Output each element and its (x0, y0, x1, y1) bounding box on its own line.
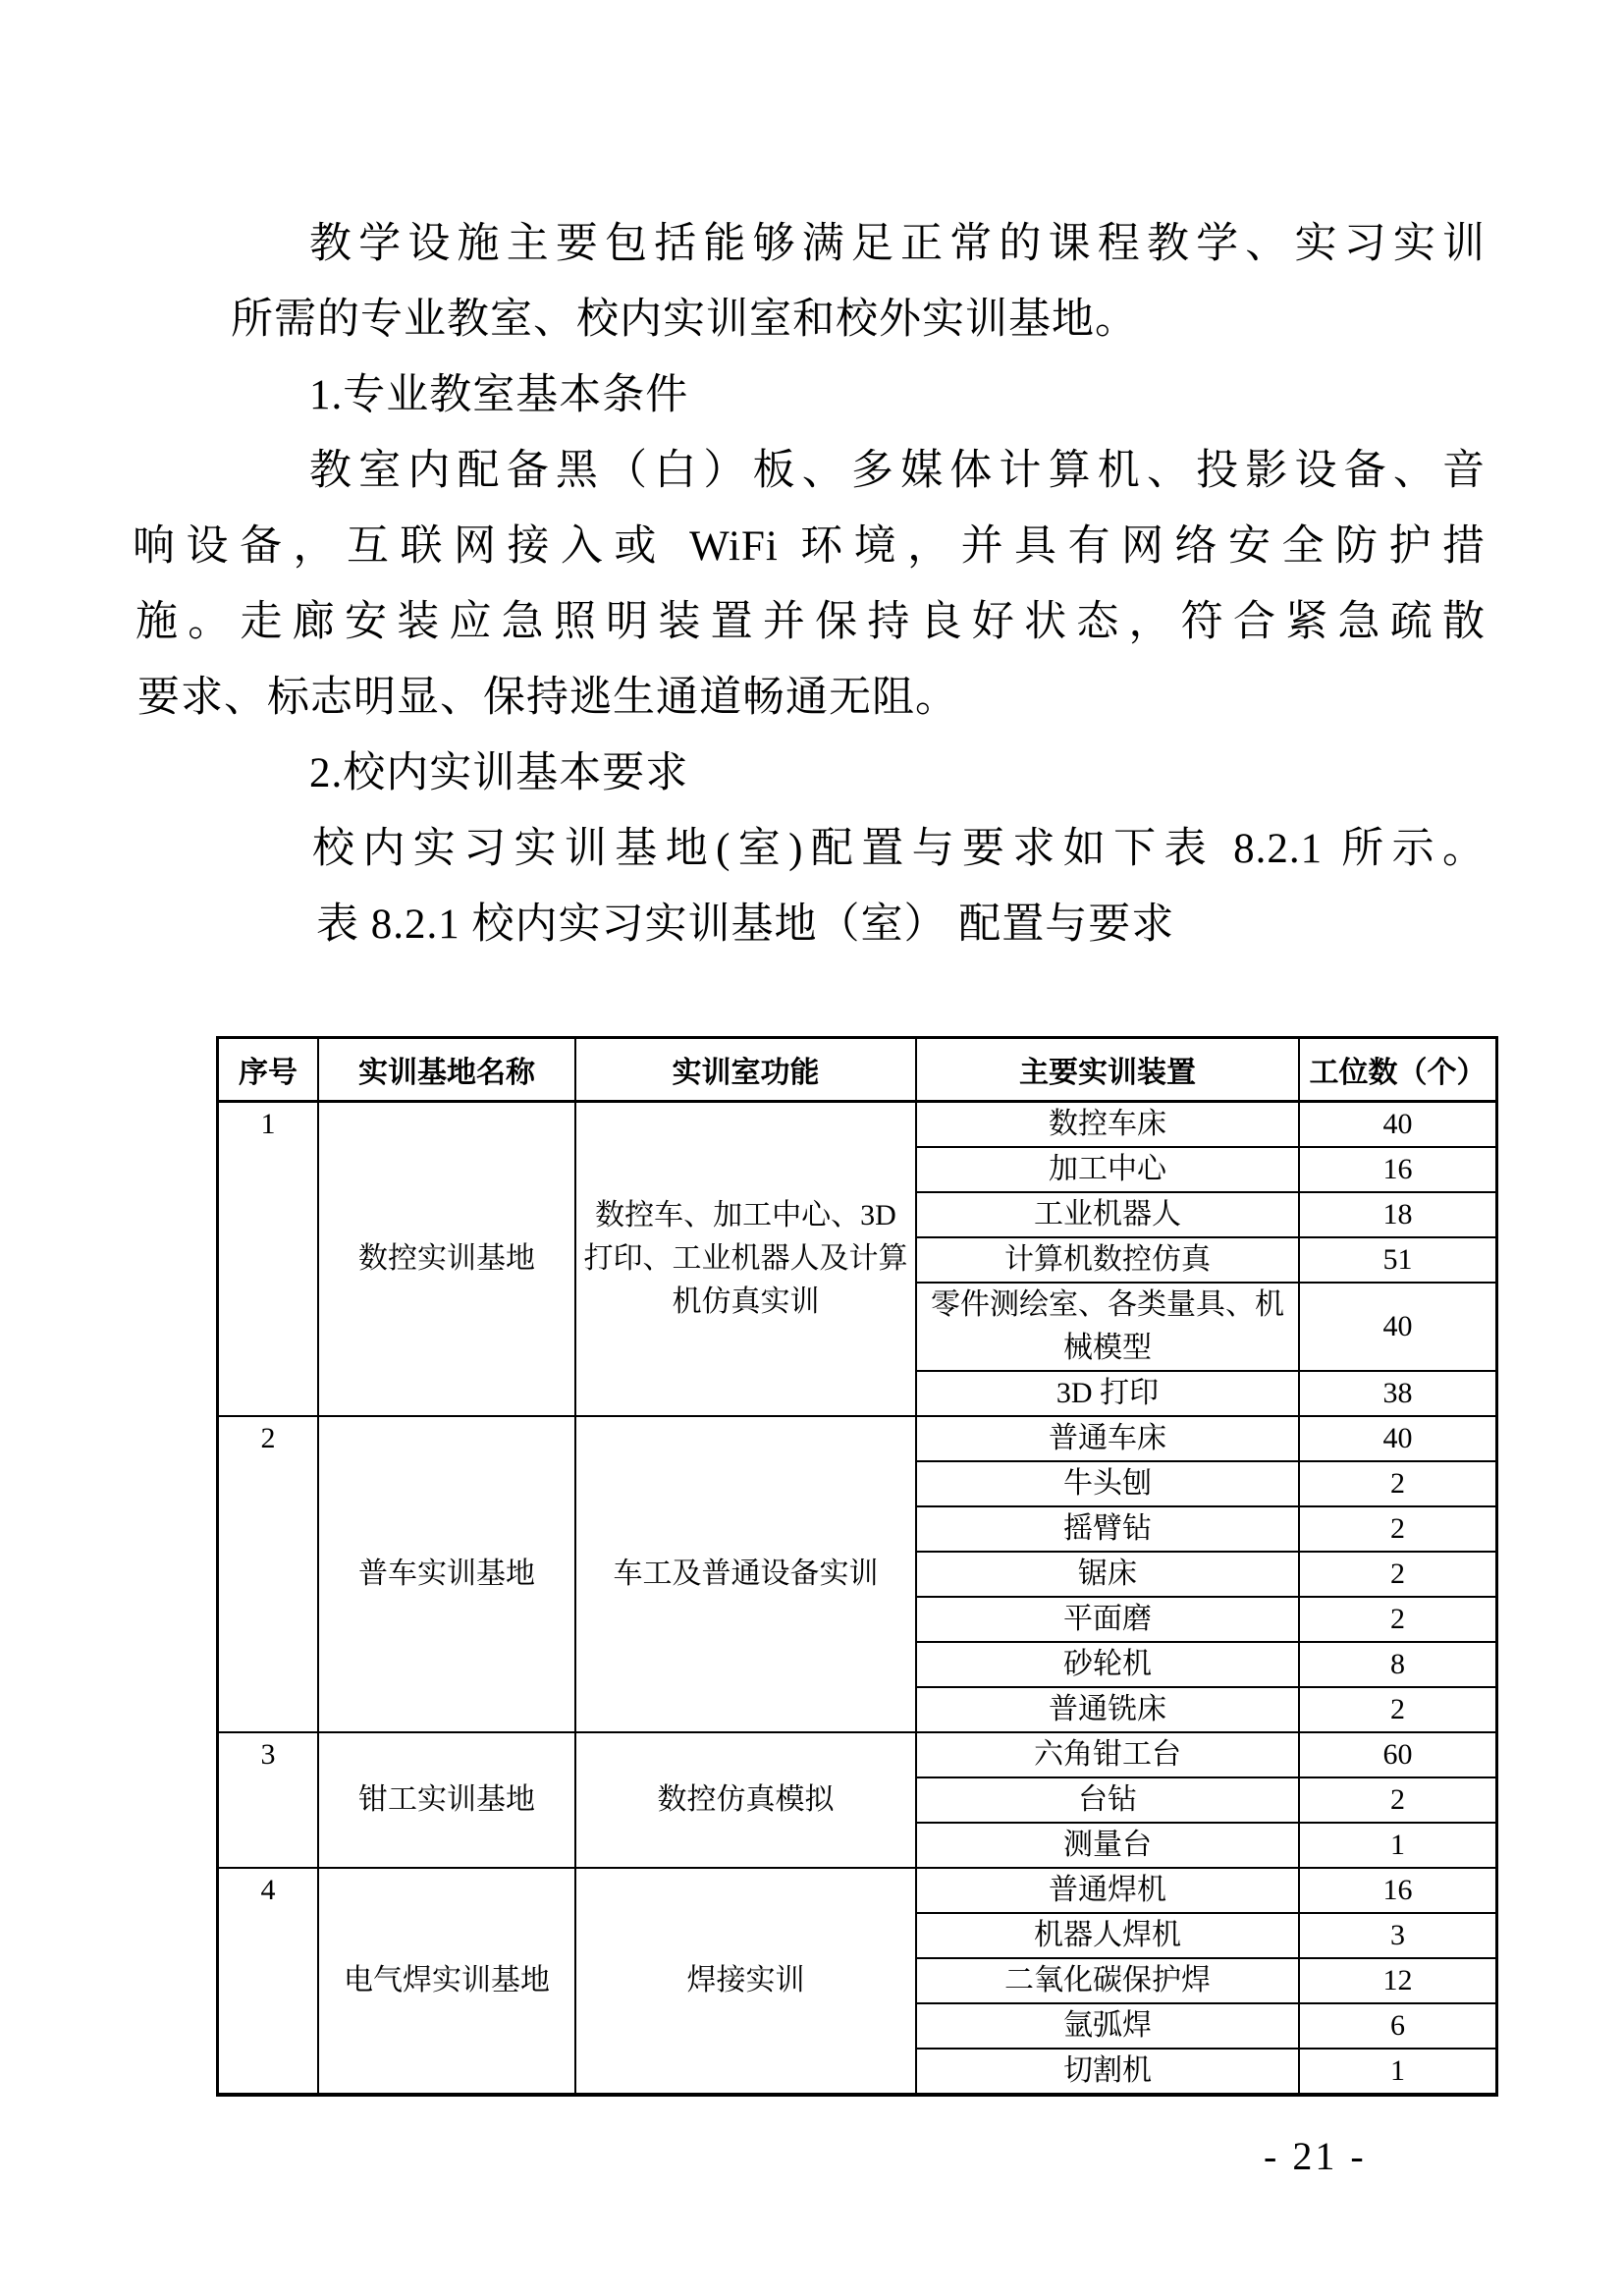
device-cell: 台钻 (916, 1777, 1299, 1823)
device-cell: 测量台 (916, 1823, 1299, 1868)
base-name-cell: 电气焊实训基地 (318, 1868, 575, 2095)
device-cell: 计算机数控仿真 (916, 1237, 1299, 1283)
device-cell: 工业机器人 (916, 1192, 1299, 1237)
device-cell: 氩弧焊 (916, 2003, 1299, 2049)
paragraph-2-line-3: 施。走廊安装应急照明装置并保持良好状态，符合紧急疏散 (135, 599, 1486, 645)
station-count-cell: 2 (1299, 1552, 1497, 1597)
device-cell: 砂轮机 (916, 1642, 1299, 1687)
column-header: 主要实训装置 (916, 1038, 1299, 1102)
heading-1: 1.专业教室基本条件 (309, 372, 689, 418)
table-row (218, 1868, 1497, 1913)
column-header: 序号 (218, 1038, 319, 1102)
station-count-cell: 2 (1299, 1597, 1497, 1642)
row-number-cell: 2 (218, 1416, 319, 1732)
device-cell: 六角钳工台 (916, 1732, 1299, 1777)
room-function-cell: 数控仿真模拟 (575, 1732, 916, 1868)
station-count-cell: 1 (1299, 2049, 1497, 2095)
station-count-cell: 8 (1299, 1642, 1497, 1687)
device-cell: 机器人焊机 (916, 1913, 1299, 1958)
base-name-cell: 普车实训基地 (318, 1416, 575, 1732)
training-table (216, 1036, 1498, 2097)
room-function-cell: 数控车、加工中心、3D 打印、工业机器人及计算机仿真实训 (575, 1102, 916, 1417)
device-cell: 切割机 (916, 2049, 1299, 2095)
row-number-cell: 1 (218, 1102, 319, 1417)
station-count-cell: 40 (1299, 1283, 1497, 1371)
device-cell: 摇臂钻 (916, 1506, 1299, 1552)
station-count-cell: 40 (1299, 1416, 1497, 1461)
station-count-cell: 60 (1299, 1732, 1497, 1777)
station-count-cell: 1 (1299, 1823, 1497, 1868)
station-count-cell: 18 (1299, 1192, 1497, 1237)
base-name-cell: 数控实训基地 (318, 1102, 575, 1417)
device-cell: 3D 打印 (916, 1371, 1299, 1416)
station-count-cell: 3 (1299, 1913, 1497, 1958)
device-cell: 普通焊机 (916, 1868, 1299, 1913)
table-header-row (218, 1038, 1497, 1102)
column-header: 实训基地名称 (318, 1038, 575, 1102)
table-row (218, 1732, 1497, 1777)
paragraph-2-line-2: 响设备，互联网接入或 WiFi 环境，并具有网络安全防护措 (133, 523, 1486, 570)
table-row (218, 1416, 1497, 1461)
station-count-cell: 2 (1299, 1777, 1497, 1823)
device-cell: 普通车床 (916, 1416, 1299, 1461)
heading-2: 2.校内实训基本要求 (309, 750, 689, 796)
base-name-cell: 钳工实训基地 (318, 1732, 575, 1868)
station-count-cell: 2 (1299, 1461, 1497, 1506)
device-cell: 普通铣床 (916, 1687, 1299, 1732)
paragraph-1-line-2: 所需的专业教室、校内实训室和校外实训基地。 (231, 297, 1138, 343)
device-cell: 锯床 (916, 1552, 1299, 1597)
device-cell: 数控车床 (916, 1102, 1299, 1148)
row-number-cell: 3 (218, 1732, 319, 1868)
device-cell: 牛头刨 (916, 1461, 1299, 1506)
device-cell: 零件测绘室、各类量具、机械模型 (916, 1283, 1299, 1371)
station-count-cell: 2 (1299, 1506, 1497, 1552)
room-function-cell: 车工及普通设备实训 (575, 1416, 916, 1732)
row-number-cell: 4 (218, 1868, 319, 2095)
device-cell: 二氧化碳保护焊 (916, 1958, 1299, 2003)
station-count-cell: 2 (1299, 1687, 1497, 1732)
station-count-cell: 51 (1299, 1237, 1497, 1283)
paragraph-3-line-1: 校内实习实训基地(室)配置与要求如下表 8.2.1 所示。 (312, 826, 1486, 872)
station-count-cell: 6 (1299, 2003, 1497, 2049)
page-number: - 21 - (1264, 2134, 1367, 2178)
station-count-cell: 38 (1299, 1371, 1497, 1416)
device-cell: 平面磨 (916, 1597, 1299, 1642)
station-count-cell: 12 (1299, 1958, 1497, 2003)
table-caption: 表 8.2.1 校内实习实训基地（室） 配置与要求 (316, 902, 1175, 948)
column-header: 工位数（个） (1299, 1038, 1497, 1102)
column-header: 实训室功能 (575, 1038, 916, 1102)
paragraph-1-line-1: 教学设施主要包括能够满足正常的课程教学、实习实训 (309, 221, 1486, 267)
device-cell: 加工中心 (916, 1147, 1299, 1192)
table-row (218, 1102, 1497, 1148)
station-count-cell: 16 (1299, 1147, 1497, 1192)
paragraph-2-line-1: 教室内配备黑（白）板、多媒体计算机、投影设备、音 (309, 448, 1486, 494)
paragraph-2-line-4: 要求、标志明显、保持逃生通道畅通无阻。 (137, 675, 958, 721)
station-count-cell: 16 (1299, 1868, 1497, 1913)
room-function-cell: 焊接实训 (575, 1868, 916, 2095)
station-count-cell: 40 (1299, 1102, 1497, 1148)
